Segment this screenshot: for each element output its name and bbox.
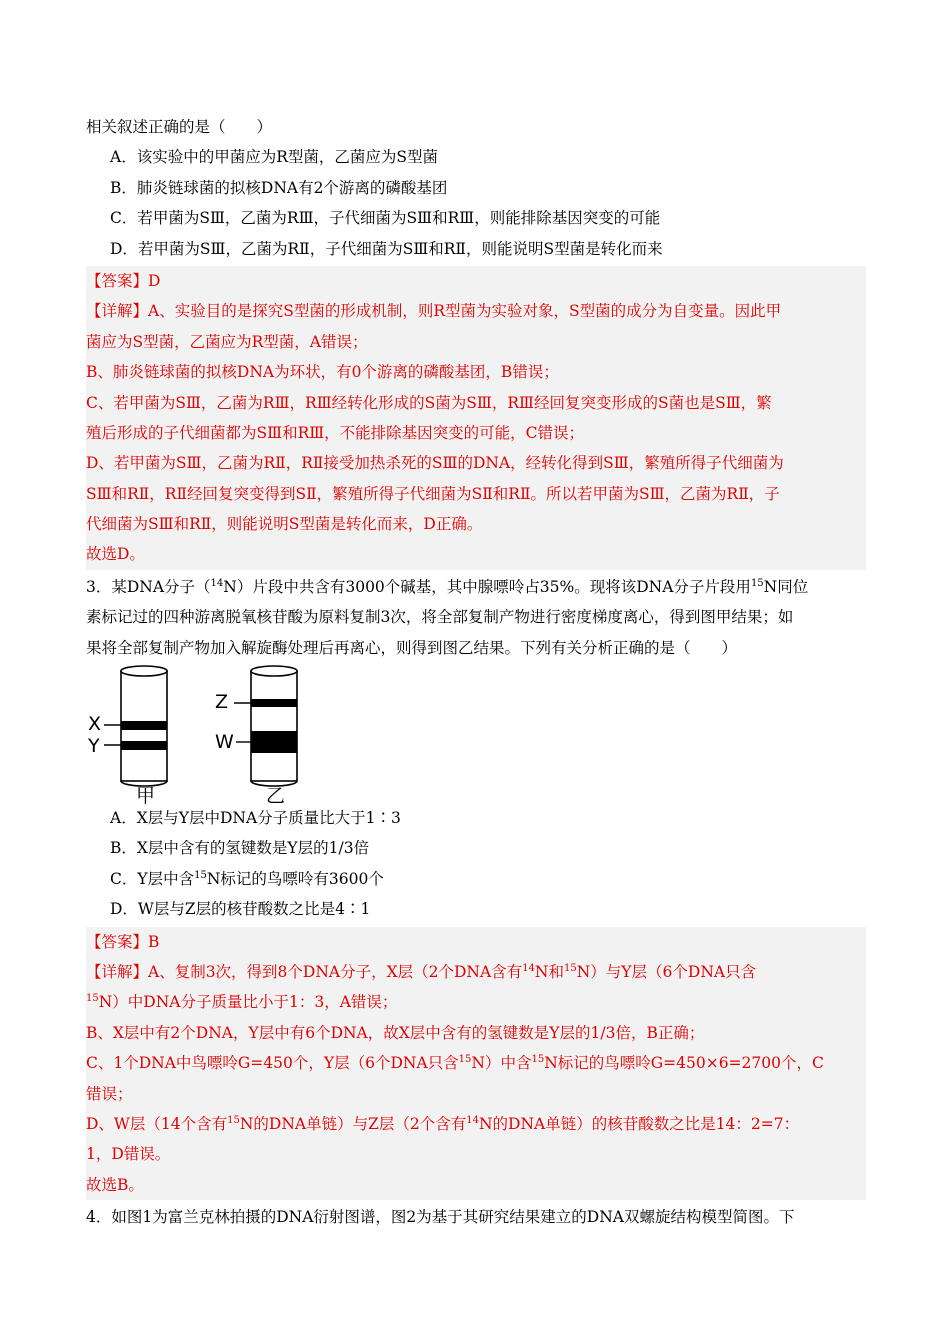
q3-explain-line: 【详解】A、复制3次，得到8个DNA分子，X层（2个DNA含有$^{14}$N和$^{15}$N）与Y层（6个DNA只含 [86,962,757,981]
centrifuge-figure [86,663,866,808]
caption-jia: 甲 [136,785,156,808]
q2-explain-line: B、肺炎链球菌的拟核DNA为环状，有0个游离的磷酸基团，B错误； [86,363,559,382]
q2-explain-line: C、若甲菌为SⅢ，乙菌为RⅢ，RⅢ经转化形成的S菌为SⅢ，RⅢ经回复突变形成的S菌也是SⅢ，繁 [86,393,772,412]
q3-option-c: C．Y层中含$^{15}$N标记的鸟嘌呤有3600个 [110,869,384,888]
tube-jia [104,666,167,786]
caption-yi: 乙 [266,785,286,808]
label-w: W [215,731,234,754]
q2-stem: 相关叙述正确的是（ ） [86,118,273,136]
q3-stem-line2: 素标记过的四种游离脱氧核苷酸为原料复制3次，将全部复制产物进行密度梯度离心，得到图甲结果；如 [86,608,794,627]
q2-answer-block [86,266,866,570]
q2-option-b: B．肺炎链球菌的拟核DNA有2个游离的磷酸基团 [110,178,448,197]
q2-explain-line: D、若甲菌为SⅢ，乙菌为RⅡ，RⅡ接受加热杀死的SⅢ的DNA，经转化得到SⅢ，繁殖所得子代细菌为 [86,454,784,473]
q4-stem: 4．如图1为富兰克林拍摄的DNA衍射图谱，图2为基于其研究结果建立的DNA双螺旋结构模型简图。下 [86,1208,795,1227]
q3-option-b: B．X层中含有的氢键数是Y层的1/3倍 [110,839,370,858]
q3-conclusion: 故选B。 [86,1175,144,1194]
q3-option-a: A．X层与Y层中DNA分子质量比大于1∶3 [110,809,401,828]
q3-stem-line1: 3．某DNA分子（$^{14}$N）片段中共含有3000个碱基，其中腺嘌呤占35%。现将该DNA分子片段用$^{15}$N同位 [86,577,809,596]
q3-explain-line: 1，D错误。 [86,1145,171,1164]
q2-answer: 【答案】D [86,271,161,290]
q2-explain-line: 【详解】A、实验目的是探究S型菌的形成机制，则R型菌为实验对象，S型菌的成分为自变量。因此甲 [86,302,782,321]
tube-yi [234,666,297,786]
q2-option-a: A．该实验中的甲菌应为R型菌，乙菌应为S型菌 [110,148,438,167]
document-page [86,112,866,1233]
band-z [251,699,297,707]
q3-explain-line: B、X层中有2个DNA，Y层中有6个DNA，故X层中含有的氢键数是Y层的1/3倍，B正确； [86,1023,705,1042]
q2-explain-line: 菌应为S型菌，乙菌应为R型菌，A错误； [86,332,368,351]
band-y [121,741,167,750]
q3-answer-block [86,927,866,1201]
band-x [121,721,167,730]
q2-explain-line: 代细菌为SⅢ和RⅡ，则能说明S型菌是转化而来，D正确。 [86,515,483,534]
q3-explain-line: D、W层（14个含有$^{15}$N的DNA单链）与Z层（2个含有$^{14}$N的DNA单链）的核苷酸数之比是14：2=7： [86,1114,800,1133]
q3-explain-line: C、1个DNA中鸟嘌呤G=450个，Y层（6个DNA只含$^{15}$N）中含$^{15}$N标记的鸟嘌呤G=450×6=2700个，C [86,1054,824,1073]
q3-stem-line3: 果将全部复制产物加入解旋酶处理后再离心，则得到图乙结果。下列有关分析正确的是（ ） [86,638,738,657]
band-w [251,731,297,753]
q3-option-d: D．W层与Z层的核苷酸数之比是4∶1 [110,900,371,919]
q3-answer: 【答案】B [86,932,160,951]
q2-conclusion: 故选D。 [86,545,145,564]
label-y: Y [88,735,100,758]
q2-option-d: D．若甲菌为SⅢ，乙菌为RⅡ，子代细菌为SⅢ和RⅡ，则能说明S型菌是转化而来 [110,239,663,258]
label-z: Z [215,691,229,714]
q2-explain-line: SⅢ和RⅡ，RⅡ经回复突变得到SⅡ，繁殖所得子代细菌为SⅡ和RⅡ。所以若甲菌为SⅢ，乙菌为RⅡ，子 [86,484,780,503]
q3-explain-line: $^{15}$N）中DNA分子质量比小于1：3，A错误； [86,993,398,1012]
q2-option-c: C．若甲菌为SⅢ，乙菌为RⅢ，子代细菌为SⅢ和RⅢ，则能排除基因突变的可能 [110,209,661,228]
label-x: X [88,713,102,736]
q3-explain-line: 错误； [86,1084,133,1103]
q2-explain-line: 殖后形成的子代细菌都为SⅢ和RⅢ，不能排除基因突变的可能，C错误； [86,423,585,442]
